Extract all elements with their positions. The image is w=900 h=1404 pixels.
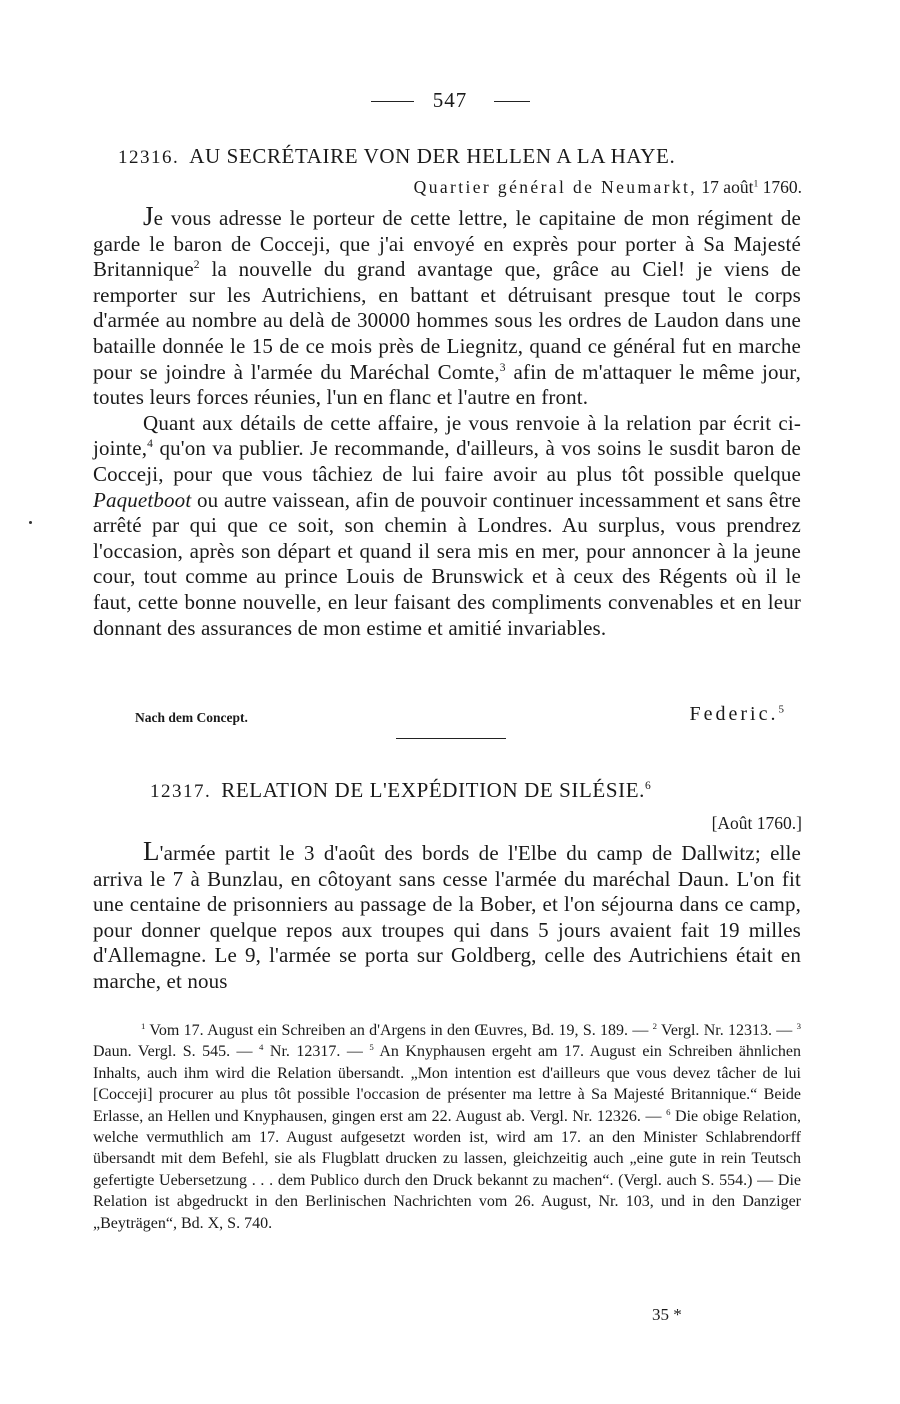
initial-letter: J xyxy=(143,201,154,231)
footnote-text: Vom 17. August ein Schreiben an d'Argens in den Œuvres, Bd. 19, S. 189. — xyxy=(145,1022,653,1039)
page-number: 547 xyxy=(432,88,468,112)
footnote-mark: 3 xyxy=(499,361,506,374)
footnote-text: Daun. Vergl. S. 545. — xyxy=(93,1043,260,1061)
paragraph-text: ou autre vaissean, afin de pouvoir continuer incessamment et sans être arrêté par qui que ce soit, son chemin à Londres. Au surplus, vous prendrez l'occasion, après son départ et quand il sera mis en mer, pour annoncer à la jeune cour, tout comme au prince Louis de Brunswick et à ceux des Régents où il le faut, cette bonne nouvelle, en leur faisant des compliments convenables et en leur donnant des assurances de mon estime et amitié invariables. xyxy=(93,487,801,640)
letter-12317-body xyxy=(93,836,801,995)
signature-mark: 35 * xyxy=(652,1305,682,1324)
footnote-mark: 5 xyxy=(369,1042,374,1053)
footnote-text: Die obige Relation, welche vermuthlich am 17. August aufgesetzt worden ist, wird am 17. an den Minister Schlabrendorff übersandt mit dem Befehl, sie als Flugblatt drucken zu lassen, gleichzeitig auch „eine gute in rein Teutsch gefertigte Uebersetzung . . . dem Publico durch den Druck bekannt zu machen“. (Vergl. auch S. 554.) — Die Relation ist abgedruckt in den Berlinischen Nachrichten vom 26. August, Nr. 103, und in den Danziger „Beyträgen“, Bd. X, S. 740. xyxy=(93,1107,802,1232)
italic-word: Paquetboot xyxy=(93,487,192,512)
footnote-text: An Knyphausen ergeht am 17. August ein Schreiben ähnlichen Inhalts, auch ihm wird die Relation übersandt. „Mon intention est d'ailleurs que vous devez tâcher de lui [Cocceji] procurer au plus tôt possible l'occasion de présenter ma lettre à Sa Majesté Britannique.“ Beide Erlasse, an Hellen und Knyphausen, gingen erst am 22. August ab. Vergl. Nr. 12326. — xyxy=(93,1043,802,1125)
footnote-mark: 6 xyxy=(645,779,652,792)
letter-12317-dateline xyxy=(712,813,802,834)
footnote-mark: 4 xyxy=(259,1042,264,1053)
paragraph-text: e vous adresse le porteur de cette lettre, le capitaine de mon régiment de garde le baron de Cocceji, que j'ai envoyé en exprès pour porter à Sa Majesté Britannique xyxy=(93,206,801,282)
footnote-text: Nr. 12317. — xyxy=(263,1043,370,1061)
footnote-text: Vergl. Nr. 12313. — xyxy=(657,1022,797,1039)
dateline-date: [Août 1760.] xyxy=(711,813,802,833)
letter-12316-body xyxy=(93,201,801,641)
footnote-mark: 3 xyxy=(796,1020,802,1031)
paragraph-text: Quant aux détails de cette affaire, je vous renvoie à la relation par écrit ci-jointe, xyxy=(93,410,801,461)
page-number-rule-right xyxy=(494,101,530,102)
dateline-year: 1760. xyxy=(762,177,802,197)
footnote-mark: 4 xyxy=(147,438,154,451)
footnote-mark: 2 xyxy=(193,259,200,272)
initial-letter: L xyxy=(143,836,160,866)
paragraph xyxy=(93,201,801,411)
letter-12316-dateline xyxy=(414,177,802,198)
letter-12316-heading xyxy=(118,144,798,169)
margin-mark xyxy=(29,521,32,524)
footnote-mark: 5 xyxy=(778,703,787,716)
footnote-mark: 1 xyxy=(753,178,759,190)
paragraph xyxy=(93,411,801,641)
paragraph-text: la nouvelle du grand avantage que, grâce au Ciel! je viens de remporter sur les Autrichiens, en battant et détruisant presque tout le corps d'armée au nombre au delà de 30000 hommes sous les ordres de Laudon dans une bataille donnée le 15 de ce mois près de Liegnitz, quand ce général fut en marche pour se joindre à l'armée du Maréchal Comte, xyxy=(93,257,801,384)
letter-title: AU SECRÉTAIRE VON DER HELLEN A LA HAYE. xyxy=(189,144,676,168)
signature xyxy=(690,703,787,726)
signature-text: Federic. xyxy=(689,703,779,725)
footnote-mark: 1 xyxy=(141,1020,146,1031)
paragraph-text: 'armée partit le 3 d'août des bords de l'Elbe du camp de Dallwitz; elle arriva le 7 à Bunzlau, en côtoyant sans cesse l'armée du maréchal Daun. L'on fit une centaine de prisonniers au passage de la Bober, et l'on séjourna dans ce camp, pour donner quelque repos aux troupes qui dans 5 jours avaient fait 19 milles d'Allemagne. Le 9, l'armée se porta sur Goldberg, celle des Autrichiens était en marche, et nous xyxy=(93,841,801,993)
dateline-place: Quartier général de Neumarkt, xyxy=(413,177,698,197)
section-divider xyxy=(396,738,506,739)
source-note: Nach dem Concept. xyxy=(135,710,248,725)
paragraph xyxy=(93,836,801,995)
footnote-mark: 2 xyxy=(652,1020,658,1031)
letter-number: 12316. xyxy=(118,147,180,168)
letter-title: RELATION DE L'EXPÉDITION DE SILÉSIE. xyxy=(221,778,645,802)
dateline-date: 17 août xyxy=(701,177,754,197)
paragraph-text: afin de m'attaquer le même jour, toutes leurs forces réunies, l'un en flanc et l'autre en front. xyxy=(93,359,801,410)
footnote-block xyxy=(93,1020,801,1234)
letter-12317-heading xyxy=(150,778,830,803)
footnote-mark: 6 xyxy=(666,1106,671,1117)
paragraph-text: qu'on va publier. Je recommande, d'ailleurs, à vos soins le susdit baron de Cocceji, pour que vous tâchiez de lui faire avoir au plus tôt possible quelque xyxy=(93,436,801,486)
letter-number: 12317. xyxy=(150,781,212,802)
footnotes xyxy=(93,1020,801,1234)
